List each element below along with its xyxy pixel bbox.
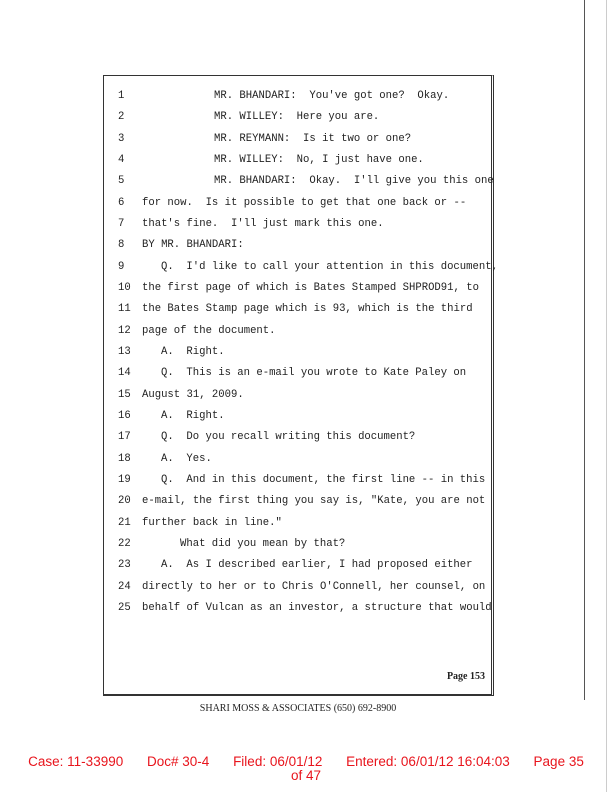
court-filing-stamp bbox=[0, 755, 612, 783]
line-text: Q. Do you recall writing this document? bbox=[161, 431, 416, 444]
line-text: e-mail, the first thing you say is, "Kate, you are not bbox=[142, 495, 486, 508]
line-text: BY MR. BHANDARI: bbox=[142, 239, 244, 252]
line-text: behalf of Vulcan as an investor, a structure that would bbox=[142, 601, 492, 614]
line-text: MR. BHANDARI: Okay. I'll give you this one bbox=[214, 175, 494, 188]
transcript-line bbox=[104, 302, 484, 316]
line-number: 16 bbox=[118, 409, 131, 422]
line-number: 20 bbox=[118, 495, 131, 508]
transcript-line bbox=[104, 452, 484, 466]
transcript-line bbox=[104, 537, 484, 551]
transcript-line bbox=[104, 473, 484, 487]
line-number: 11 bbox=[118, 303, 131, 316]
line-number: 3 bbox=[118, 132, 125, 145]
transcript-line bbox=[104, 260, 498, 274]
case-number: Case: 11-33990 bbox=[28, 754, 124, 769]
line-number: 6 bbox=[118, 196, 125, 209]
line-text: the Bates Stamp page which is 93, which is the third bbox=[142, 303, 473, 316]
line-text: MR. REYMANN: Is it two or one? bbox=[214, 132, 412, 145]
transcript-line bbox=[104, 494, 484, 508]
line-number: 21 bbox=[118, 516, 131, 529]
line-number: 5 bbox=[118, 175, 125, 188]
line-text: for now. Is it possible to get that one back or -- bbox=[142, 196, 467, 209]
line-number: 13 bbox=[118, 345, 131, 358]
line-text: that's fine. I'll just mark this one. bbox=[142, 217, 384, 230]
line-text: A. Yes. bbox=[161, 452, 212, 465]
line-text: MR. WILLEY: No, I just have one. bbox=[214, 153, 424, 166]
transcript-line bbox=[104, 601, 492, 615]
transcript-line bbox=[104, 516, 484, 530]
transcript-line bbox=[104, 324, 484, 338]
page-edge-line bbox=[584, 0, 585, 700]
transcript-line bbox=[104, 430, 484, 444]
line-text: the first page of which is Bates Stamped SHPROD91, to bbox=[142, 281, 479, 294]
line-text: A. As I described earlier, I had proposed either bbox=[161, 559, 473, 572]
line-text: directly to her or to Chris O'Connell, her counsel, on bbox=[142, 580, 486, 593]
line-number: 12 bbox=[118, 324, 131, 337]
line-number: 23 bbox=[118, 559, 131, 572]
transcript-line bbox=[104, 238, 484, 252]
transcript-line bbox=[104, 281, 484, 295]
line-number: 18 bbox=[118, 452, 131, 465]
page-total: of 47 bbox=[290, 768, 322, 783]
line-number: 4 bbox=[118, 153, 125, 166]
line-text: MR. WILLEY: Here you are. bbox=[214, 111, 380, 124]
transcript-line bbox=[104, 388, 484, 402]
transcript-line bbox=[104, 409, 484, 423]
line-text: A. Right. bbox=[161, 409, 225, 422]
line-number: 1 bbox=[118, 90, 125, 102]
line-text: further back in line." bbox=[142, 516, 282, 529]
transcript-line bbox=[104, 366, 484, 380]
line-number: 9 bbox=[118, 260, 125, 273]
line-number: 17 bbox=[118, 431, 131, 444]
transcript-line bbox=[104, 558, 484, 572]
line-text: Q. This is an e-mail you wrote to Kate Paley on bbox=[161, 367, 467, 380]
transcript-line bbox=[104, 174, 494, 188]
transcript-page bbox=[103, 75, 498, 696]
transcript-line bbox=[104, 217, 484, 231]
line-text: A. Right. bbox=[161, 345, 225, 358]
transcript-line bbox=[104, 132, 484, 146]
line-text: Q. And in this document, the first line -- in this bbox=[161, 473, 486, 486]
line-text: page of the document. bbox=[142, 324, 276, 337]
transcript-line bbox=[104, 580, 484, 594]
entered-date: Entered: 06/01/12 16:04:03 bbox=[346, 754, 510, 769]
transcript-line bbox=[104, 196, 484, 210]
page-edge-line bbox=[606, 0, 607, 792]
line-number: 2 bbox=[118, 111, 125, 124]
transcript-line bbox=[104, 153, 484, 167]
line-number: 8 bbox=[118, 239, 125, 252]
line-text: MR. BHANDARI: You've got one? Okay. bbox=[214, 90, 450, 102]
filed-date: Filed: 06/01/12 bbox=[233, 754, 323, 769]
line-text: August 31, 2009. bbox=[142, 388, 244, 401]
line-number: 14 bbox=[118, 367, 131, 380]
line-text: What did you mean by that? bbox=[180, 537, 346, 550]
line-text: Q. I'd like to call your attention in this document, bbox=[161, 260, 498, 273]
line-number: 19 bbox=[118, 473, 131, 486]
line-number: 24 bbox=[118, 580, 131, 593]
page-number: Page 153 bbox=[446, 671, 485, 682]
reporter-footer: SHARI MOSS & ASSOCIATES (650) 692-8900 bbox=[199, 703, 397, 714]
line-number: 7 bbox=[118, 217, 125, 230]
line-number: 10 bbox=[118, 281, 131, 294]
transcript-line bbox=[104, 89, 484, 103]
transcript-line bbox=[104, 110, 484, 124]
transcript-line bbox=[104, 345, 484, 359]
line-number: 22 bbox=[118, 537, 131, 550]
line-number: 25 bbox=[118, 601, 131, 614]
line-number: 15 bbox=[118, 388, 131, 401]
doc-number: Doc# 30-4 bbox=[147, 754, 210, 769]
page-of: Page 35 bbox=[533, 754, 584, 769]
